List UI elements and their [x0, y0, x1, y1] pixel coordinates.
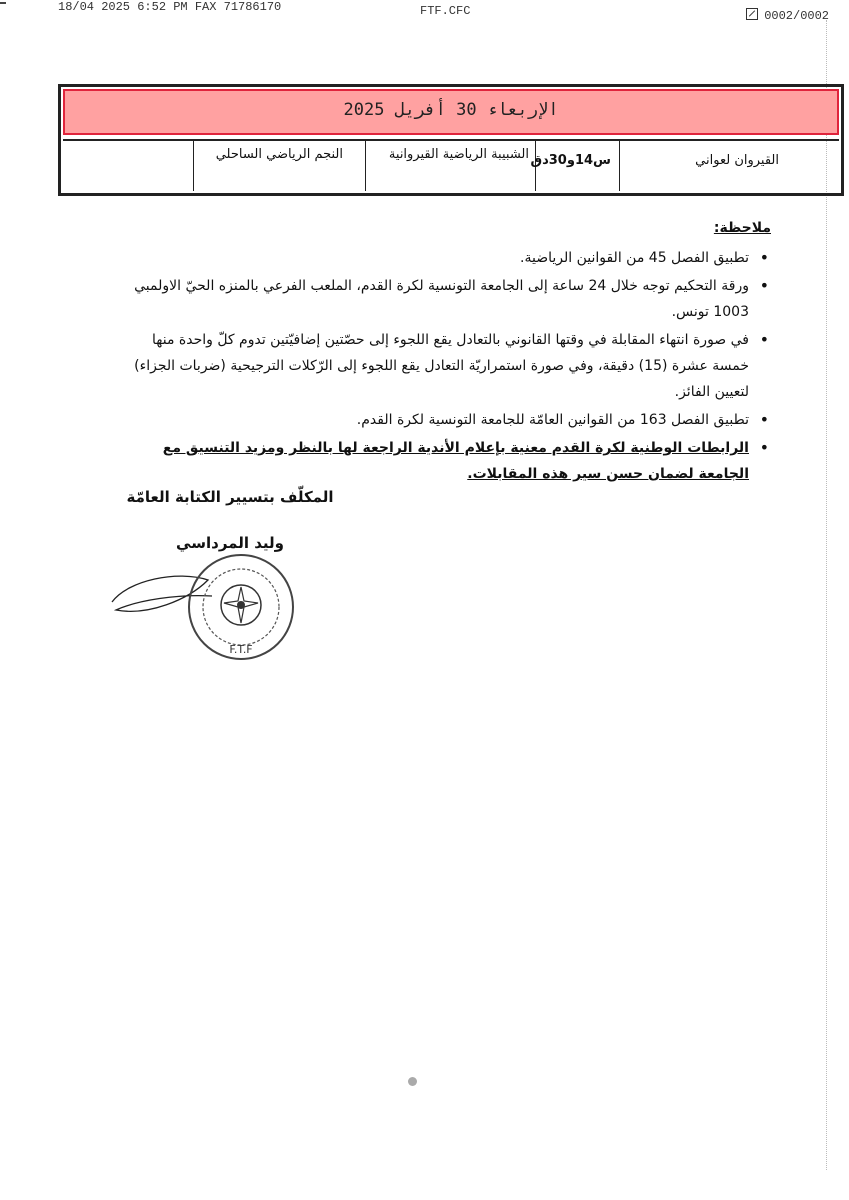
- fixture-date: الإربعاء 30 أفريل 2025: [343, 100, 559, 120]
- note-item: • تطبيق الفصل 45 من القوانين الرياضية.: [111, 245, 749, 271]
- bullet-icon: •: [759, 410, 769, 429]
- time-cell: [530, 141, 619, 191]
- note-item: • تطبيق الفصل 163 من القوانين العامّة للجامعة التونسية لكرة القدم.: [111, 407, 749, 433]
- note-item: • ورقة التحكيم توجه خلال 24 ساعة إلى الجامعة التونسية لكرة القدم، الملعب الفرعي بالمنزه الحيّ الاولمبي 1003 تونس.: [111, 273, 749, 325]
- kickoff-time: س14و30دق: [530, 153, 611, 168]
- away-team-cell: [193, 141, 365, 191]
- fax-header-left: 18/04 2025 6:52 PM FAX 71786170: [58, 0, 282, 14]
- fax-page-icon: [746, 8, 758, 20]
- signature-block: [110, 488, 350, 552]
- fixture-date-row: [63, 89, 839, 135]
- home-team: الشبيبة الرياضية القيروانية: [388, 147, 529, 162]
- bullet-icon: •: [759, 330, 769, 349]
- venue: القيروان لعواني: [695, 153, 779, 168]
- scan-artifact: [408, 1077, 417, 1086]
- notes-section: [111, 215, 771, 489]
- stamp-text: F.T.F: [229, 643, 253, 656]
- fixture-match-row: [63, 139, 839, 191]
- bullet-icon: •: [759, 276, 769, 295]
- empty-cell: [59, 141, 193, 191]
- note-item: • الرابطات الوطنية لكرة القدم معنية بإعلام الأندية الراجعة لها بالنظر ومزيد التنسيق مع الجامعة لضمان حسن سير هذه المقابلات.: [111, 435, 749, 487]
- venue-cell: [619, 141, 839, 191]
- notes-title: ملاحظة:: [713, 220, 771, 236]
- fixture-table: [58, 84, 844, 196]
- signatory-name: وليد المرداسي: [176, 534, 284, 552]
- note-item: • في صورة انتهاء المقابلة في وقتها القانوني بالتعادل يقع اللجوء إلى حصّتين إضافيّتين تدوم كلّ واحدة منها خمسة عشرة (15) دقيقة، وفي صورة استمراريّة التعادل يقع اللجوء إلى الرّكلات الترجيحية (ضربات الجزاء) لتعيين الفائز.: [111, 327, 749, 405]
- signatory-title: المكلّف بتسيير الكتابة العامّة: [126, 488, 334, 506]
- bullet-icon: •: [759, 248, 769, 267]
- bullet-icon: •: [759, 438, 769, 457]
- ftf-stamp: [180, 553, 302, 665]
- away-team: النجم الرياضي الساحلي: [215, 147, 343, 162]
- fax-page-count: 0002/0002: [764, 9, 829, 23]
- notes-list: [111, 245, 771, 487]
- fax-header-center: FTF.CFC: [420, 4, 471, 18]
- home-team-cell: [365, 141, 535, 191]
- fax-header-right: [746, 8, 829, 23]
- fax-header: [0, 0, 849, 24]
